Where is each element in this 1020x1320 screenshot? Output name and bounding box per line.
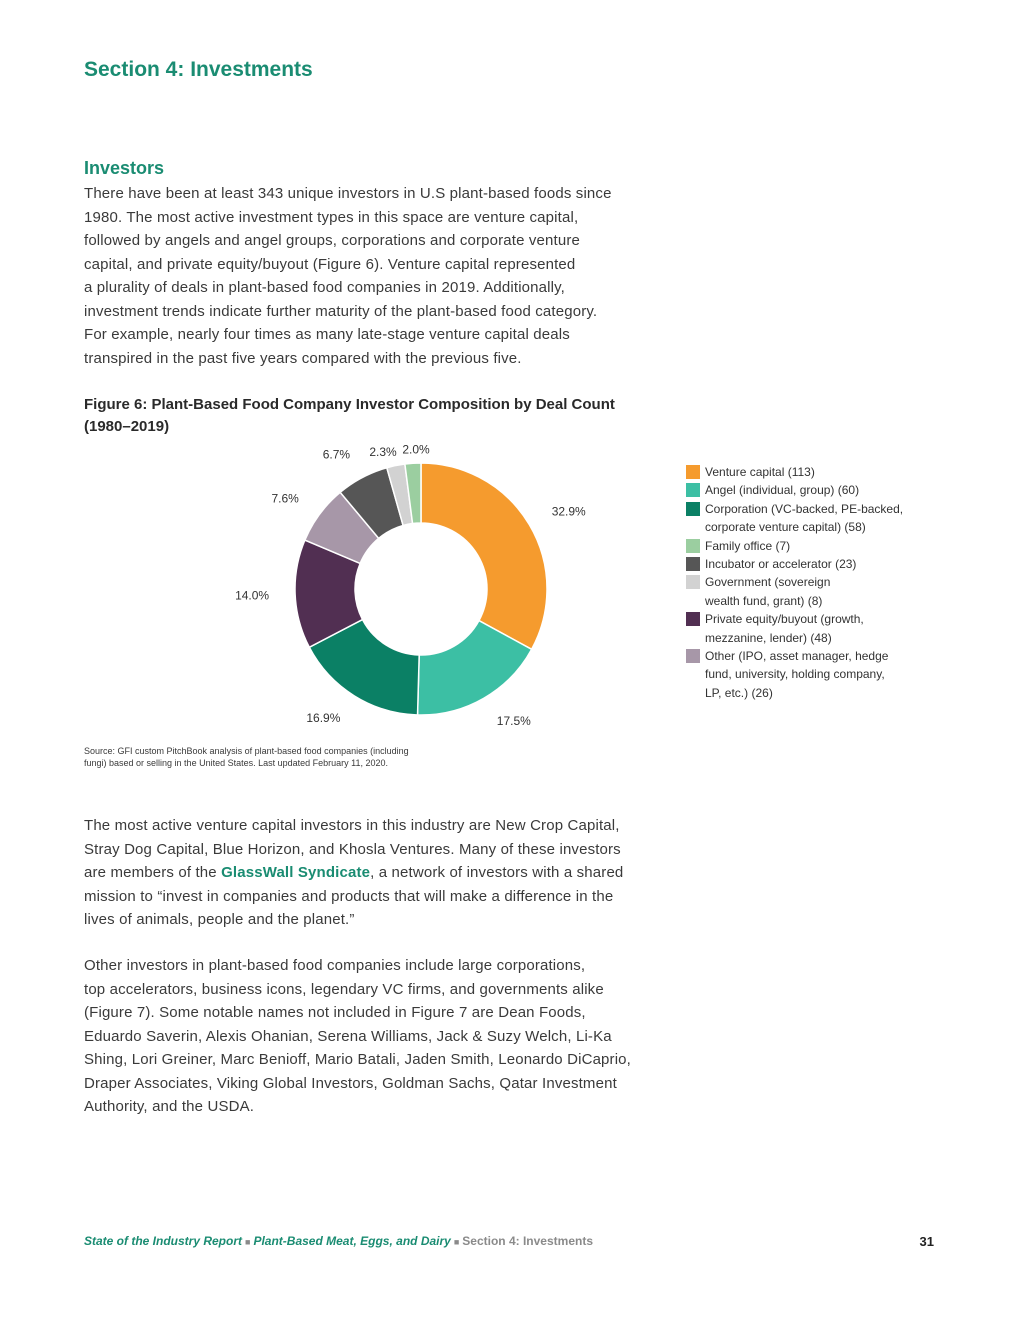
legend-item [686,500,946,537]
legend-item [686,537,946,555]
footer-subtitle: Plant-Based Meat, Eggs, and Dairy [253,1234,451,1248]
legend-label: Private equity/buyout (growth, [705,612,864,627]
investors-heading: Investors [84,158,165,178]
paragraph-line: There have been at least 343 unique investors in U.S plant-based foods since [84,185,612,202]
legend-swatch [686,575,700,589]
slice-percent-label: 2.3% [369,444,397,459]
investors-paragraph [84,182,612,370]
donut-chart [220,435,640,725]
slice-percent-label: 32.9% [551,504,586,519]
footer-section: Section 4: Investments [462,1234,593,1248]
legend-item [686,481,946,499]
legend-swatch [686,483,700,497]
legend-label: Other (IPO, asset manager, hedge [705,649,889,664]
legend-swatch [686,649,700,663]
legend-label: LP, etc.) (26) [705,685,773,700]
legend-swatch [686,502,700,516]
page-number: 31 [919,1234,934,1249]
footer-report-title: State of the Industry Report [84,1234,243,1248]
paragraph-line: transpired in the past five years compared with the previous five. [84,349,522,367]
legend-swatch [686,465,700,479]
legend-label: wealth fund, grant) (8) [705,593,823,608]
slice-percent-label: 7.6% [271,491,299,506]
donut-slice [421,463,547,649]
legend-item [686,610,946,647]
footer-breadcrumb [84,1234,593,1248]
legend-swatch [686,539,700,553]
legend-swatch [686,612,700,626]
legend-swatch [686,557,700,571]
legend-label: mezzanine, lender) (48) [705,630,832,645]
slice-percent-label: 2.0% [402,442,430,457]
legend-label: Government (sovereign [705,575,831,590]
paragraph-line: capital, and private equity/buyout (Figure 6). Venture capital represented [84,255,576,273]
slice-percent-label: 16.9% [306,710,341,725]
legend-item [686,555,946,573]
legend-item [686,647,946,702]
slice-percent-label: 6.7% [322,447,351,462]
section-title: Section 4: Investments [84,58,313,81]
slice-percent-label: 17.5% [496,713,531,725]
legend-label: fund, university, holding company, [705,667,885,682]
figure-title: Figure 6: Plant-Based Food Company Investor Composition by Deal Count (1980–2019) [84,396,615,435]
legend-label: Family office (7) [705,538,791,553]
legend-item [686,573,946,610]
legend-label: corporate venture capital) (58) [705,520,866,535]
legend-label: Corporation (VC-backed, PE-backed, [705,501,904,516]
legend-label: Angel (individual, group) (60) [705,483,860,498]
chart-legend [686,463,946,702]
glasswall-syndicate-link[interactable]: GlassWall Syndicate [221,864,371,881]
vc-paragraph: The most active venture capital investors in this industry are New Crop Capital, Stray Dog Capital, Blue Horizon, and Khosla Ventures. Many of these investors are members of the GlassWall Syndicate, a network of investors with a shared mission to “invest in companies and products that will make a difference in the lives of animals, people and the planet.” [84,817,624,928]
other-investors-paragraph: Other investors in plant-based food companies include large corporations, top accelerators, business icons, legendary VC firms, and governments alike (Figure 7). Some notable names not included in Figure 7 are Dean Foods, Eduardo Saverin, Alexis Ohanian, Serena Williams, Jack & Suzy Welch, Li-Ka Shing, Lori Greiner, Marc Benioff, Mario Batali, Jaden Smith, Leonardo DiCaprio, Draper Associates, Viking Global Investors, Goldman Sachs, Qatar Investment Authority, and the USDA. [84,957,631,1115]
slice-percent-label: 14.0% [235,588,270,603]
paragraph-line: investment trends indicate further maturity of the plant-based food category. [84,302,598,320]
footer-separator: ■ [453,1237,460,1247]
figure-source: Source: GFI custom PitchBook analysis of plant-based food companies (including fungi) based or selling in the United States. Last updated February 11, 2020. [84,746,409,768]
legend-item [686,463,946,481]
footer-separator: ■ [245,1237,251,1247]
paragraph-line: For example, nearly four times as many late-stage venture capital deals [84,326,570,343]
legend-label: Venture capital (113) [705,465,815,479]
paragraph-line: a plurality of deals in plant-based food companies in 2019. Additionally, [84,279,565,296]
legend-label: Incubator or accelerator (23) [705,557,857,572]
paragraph-line: followed by angels and angel groups, corporations and corporate venture [84,232,580,249]
paragraph-line: 1980. The most active investment types in this space are venture capital, [84,208,579,226]
